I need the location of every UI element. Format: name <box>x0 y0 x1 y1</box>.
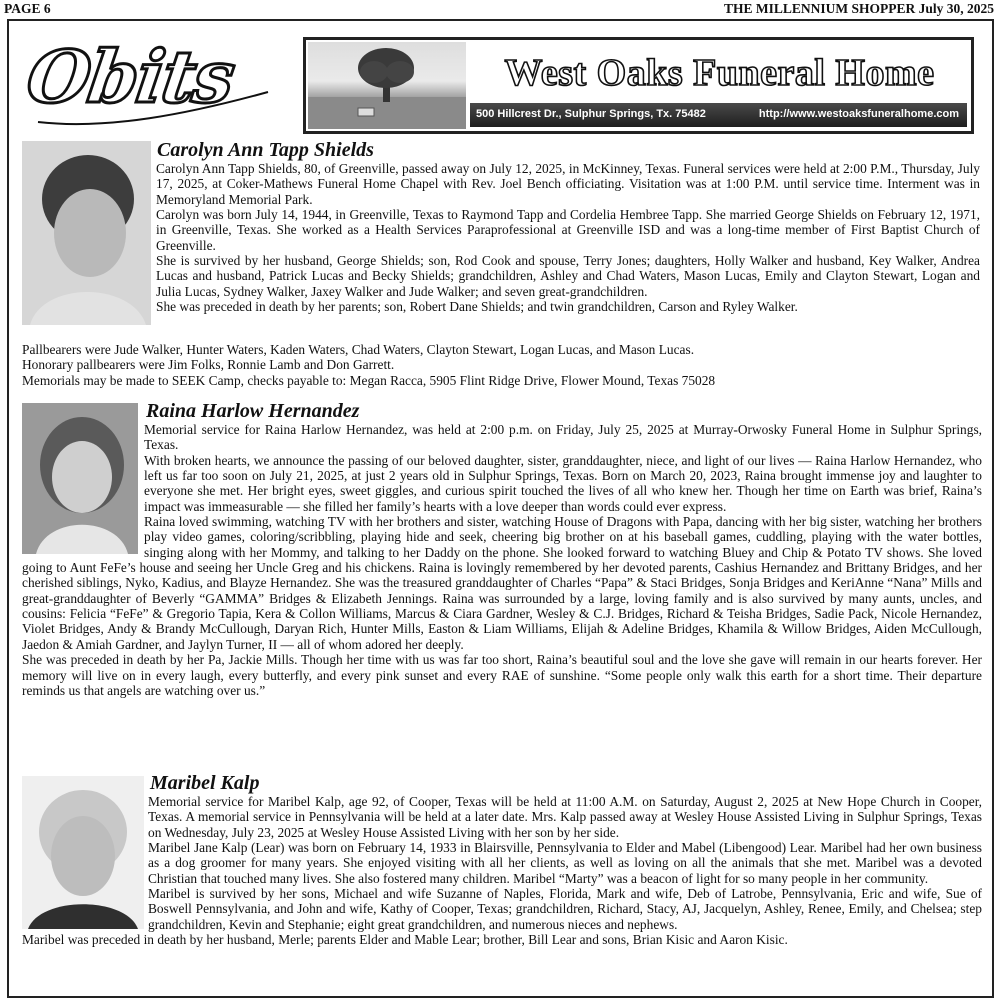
obit-paragraph: Memorial service for Raina Harlow Hernandez, was held at 2:00 p.m. on Friday, July 25, 2025 at Murray-Orwosky Funeral Home in Sulphur Springs, Texas. <box>144 422 982 453</box>
section-title <box>22 34 268 134</box>
obit-name-raina: Raina Harlow Hernandez <box>146 400 360 422</box>
obit-paragraph: Pallbearers were Jude Walker, Hunter Waters, Kaden Waters, Chad Waters, Clayton Stewart, Logan Lucas, and Mason Lucas. <box>22 342 695 357</box>
obit-paragraph: Carolyn was born July 14, 1944, in Greenville, Texas to Raymond Tapp and Cordelia Hembree Tapp. She married George Shields on February 12, 1971, in Greenville, Texas. She worked as a Health Services Paraprofessional at Greenville ISD and was a long-time member of First Baptist Church of Greenville. <box>156 207 980 253</box>
obit-paragraph: Memorial service for Maribel Kalp, age 92, of Cooper, Texas will be held at 11:00 A.M. on Saturday, August 2, 2025 at New Hope Church in Cooper, Texas. A memorial service in Pennsylvania will be held at a later date. Mrs. Kalp passed away at Wesley House Assisted Living in Sulphur Springs, Texas on Wednesday, July 23, 2025 at Wesley House Assisted Living with her son by her side. <box>148 794 982 840</box>
obit-name-carolyn: Carolyn Ann Tapp Shields <box>157 139 374 161</box>
funeral-home-name: West Oaks Funeral Home <box>504 52 935 94</box>
page-header <box>0 0 1000 18</box>
obit-paragraph: Maribel was preceded in death by her husband, Merle; parents Elder and Mable Lear; brother, Bill Lear and sons, Brian Kisic and Aaron Kisic. <box>22 932 788 948</box>
obit-carolyn-continued <box>22 342 982 388</box>
obit-paragraph: She is survived by her husband, George Shields; son, Rod Cook and spouse, Terry Jones; daughters, Holly Walker and husband, Key Walker, Andrea Lucas and husband, Patrick Lucas and Becky Shields; grandchildren, Ashley and Chad Waters, Mason Lucas, Emily and Clayton Stewart, Logan and Julia Lucas, Sydney Walker, Jaxey Walker and Jude Walker; and seven great-grandchildren. <box>156 253 980 299</box>
obit-maribel <box>22 794 982 947</box>
funeral-home-info-bar <box>470 103 967 127</box>
tree-photo <box>308 42 466 129</box>
funeral-home-address: 500 Hillcrest Dr., Sulphur Springs, Tx. 75482 <box>476 108 706 120</box>
portrait-woman-icon <box>22 141 151 325</box>
obit-carolyn <box>156 161 980 314</box>
funeral-home-url[interactable]: http://www.westoaksfuneralhome.com <box>758 108 959 120</box>
obit-paragraph: Honorary pallbearers were Jim Folks, Ronnie Lamb and Don Garrett. <box>22 357 395 373</box>
obit-paragraph: Maribel is survived by her sons, Michael and wife Suzanne of Naples, Florida, Mark and wife, Deb of Latrobe, Pennsylvania, Eric and wife, Sue of Boswell Pennsylvania, and John and wife, Kathy of Cooper, Texas; grandchildren, Richard, Stacy, AJ, Jacquelyn, Ashley, Renee, Emily, and Chelsea; step grandchildren, Kevin and Stephanie; eight great grandchildren, and numerous nieces and nephews. <box>148 886 982 932</box>
obit-raina <box>22 422 982 698</box>
obit-paragraph: She was preceded in death by her parents; son, Robert Dane Shields; and twin grandchildren, Carson and Ryley Walker. <box>156 299 798 315</box>
obit-paragraph: With broken hearts, we announce the passing of our beloved daughter, sister, granddaughter, niece, and light of our lives — Raina Harlow Hernandez, who left us far too soon on July 21, 2025, at just 2 years old in Sulphur Springs, Texas. Born on March 20, 2023, Raina brought immense joy and laughter to everyone she met. Her bright eyes, sweet giggles, and curious spirit touched the lives of all who knew her. Though her time on Earth was brief, Raina’s impact was immeasurable — she filled her family’s hearts with a love deeper than words could ever express. <box>144 452 982 514</box>
obit-paragraph: Carolyn Ann Tapp Shields, 80, of Greenville, passed away on July 12, 2025, in McKinney, Texas. Funeral services were held at 2:00 P.M., Thursday, July 17, 2025, at Coker-Mathews Funeral Home Chapel with Rev. Joel Bench officiating. Visitation was at 1:00 P.M. until service time. Interment was in Memoryland Memorial Park. <box>156 161 980 207</box>
carolyn-photo <box>22 141 151 325</box>
photo-spacer <box>22 422 144 555</box>
obit-paragraph: Raina loved swimming, watching TV with her brothers and sister, watching House of Dragons with Papa, dancing with her big sister, watching her brothers play video games, coloring/scribbling, playing hide and seek, cheering big brother on at his baseball games, cuddling, playing with the water bottles, singing along with her Mommy, and talking to her Daddy on the phone. She looked forward to watching Bluey and Chip & Potato TV shows. She loved going to Aunt FeFe’s house and seeing her Uncle Greg and his chickens. Raina is lovingly remembered by her devoted parents, Cashius Hernandez and Brittany Bridges, and her cherished siblings, Nyko, Kadius, and Blayze Hernandez. She was the treasured granddaughter of Charles “Papa” & Staci Bridges, Sonja Bridges and KeriAnne “Nana” Mills and great-granddaughter of Beverly “GAMMA” Bridges & Elizabeth Jennings. Raina was surrounded by a large, loving family and is also survived by many aunts, uncles, and cousins: Felicia “FeFe” & Gregorio Tapia, Kera & Collon Williams, Marcus & Ciara Gardner, Wesley & C.J. Bridges, Richard & Teisha Bridges, Sadie Pack, Nicole Hernandez, Violet Bridges, Andy & Brandy McCullough, Daryan Rich, Hunter Mills, Easton & Liam Williams, Elijah & Adeline Bridges, Khamila & Willow Bridges, Aiden McCullough, Jaedon & Amiah Gardner, and Jaylyn Turner, II — all of whom adored her deeply. <box>22 514 982 652</box>
photo-spacer <box>22 794 148 932</box>
obit-paragraph: Memorials may be made to SEEK Camp, checks payable to: Megan Racca, 5905 Flint Ridge Drive, Flower Mound, Texas 75028 <box>22 372 716 388</box>
obit-paragraph: She was preceded in death by her Pa, Jackie Mills. Though her time with us was far too short, Raina’s beautiful soul and the love she gave will remain in our hearts forever. Her memory will live on in every laugh, every butterfly, and every pink sunset and every RAE of sunshine. “Some people only walk this earth for a short time. Their departure reminds us that angels are watching over us.” <box>22 652 982 698</box>
section-title-text: Obits <box>22 34 239 119</box>
oak-tree-icon <box>308 42 466 129</box>
title-swash-icon <box>28 34 278 134</box>
page-number: PAGE 6 <box>4 1 51 16</box>
obit-paragraph: Maribel Jane Kalp (Lear) was born on February 14, 1933 in Blairsville, Pennsylvania to Elder and Mabel (Libengood) Lear. Maribel had her own business as a dog groomer for many years. She enjoyed visiting with all her clients, as well as loving on all the animals that she met. Maribel was a devoted Christian that touched many lives. She also fostered many children. Maribel “Marty” was a beacon of light for so many people in her community. <box>148 840 982 886</box>
publication-date: THE MILLENNIUM SHOPPER July 30, 2025 <box>723 1 994 16</box>
obit-name-maribel: Maribel Kalp <box>150 772 260 794</box>
funeral-home-ad <box>303 37 974 134</box>
